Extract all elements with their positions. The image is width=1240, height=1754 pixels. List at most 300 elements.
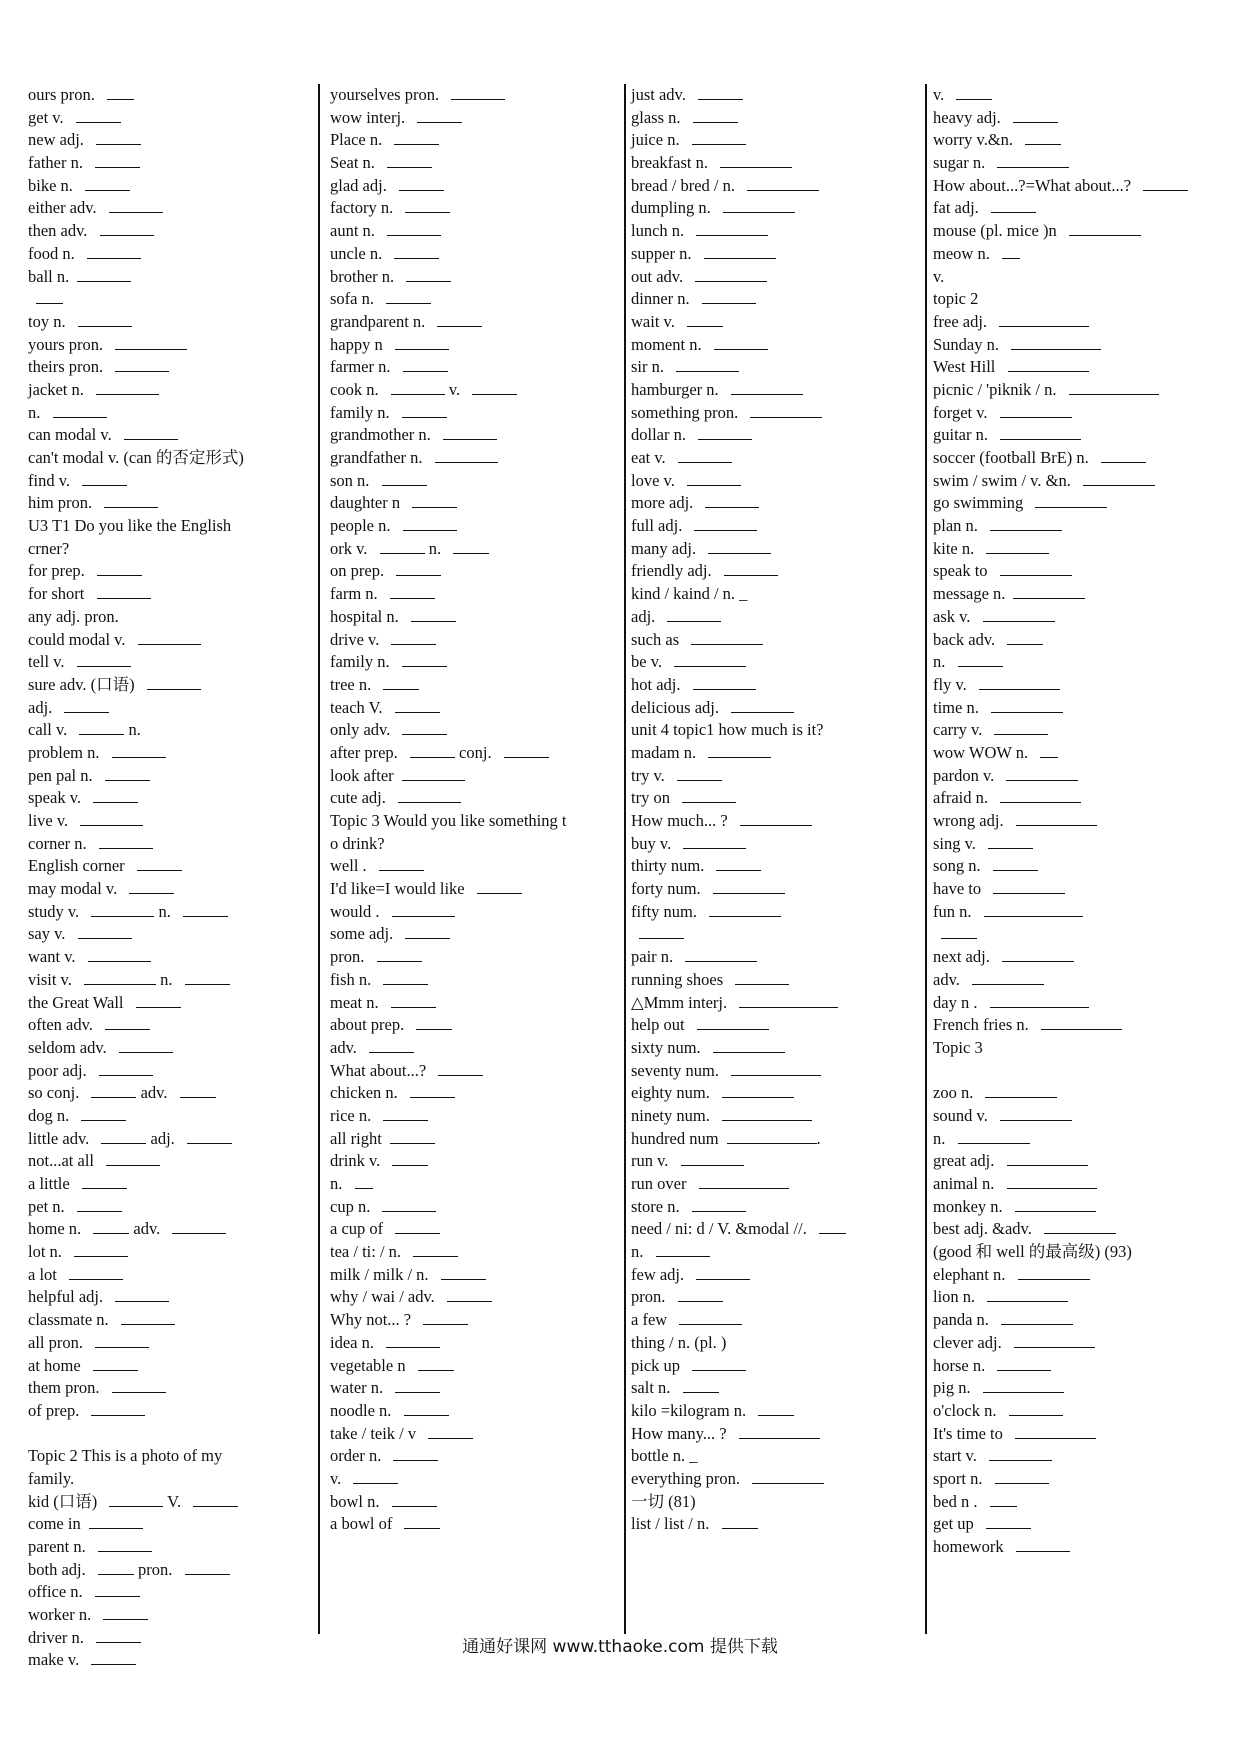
vocab-text: call v. <box>28 720 72 740</box>
column-divider <box>318 84 320 1634</box>
vocab-text: few adj. <box>631 1264 689 1284</box>
vocab-entry <box>330 1173 630 1196</box>
vocab-text: speak v. <box>28 788 86 808</box>
answer-blank <box>722 1514 758 1529</box>
answer-blank <box>504 743 549 758</box>
vocab-entry <box>933 1037 1223 1060</box>
vocab-text: pardon v. <box>933 765 999 785</box>
vocab-text: dumpling n. <box>631 198 715 218</box>
vocab-entry <box>631 1014 931 1037</box>
vocab-text: try v. <box>631 765 669 785</box>
vocab-entry <box>631 583 931 606</box>
vocab-entry <box>631 1105 931 1128</box>
answer-blank <box>386 289 431 304</box>
answer-blank <box>472 380 517 395</box>
vocab-text: wrong adj. <box>933 811 1008 830</box>
vocab-entry <box>933 969 1223 992</box>
vocab-entry <box>933 901 1223 924</box>
vocab-entry <box>933 697 1223 720</box>
answer-blank <box>404 1514 440 1529</box>
answer-blank <box>986 1514 1031 1529</box>
vocab-entry <box>631 1264 931 1287</box>
vocab-text: milk / milk / n. <box>330 1264 433 1284</box>
vocab-text: seldom adv. <box>28 1037 111 1057</box>
vocab-text: What about...? <box>330 1060 431 1080</box>
answer-blank <box>172 1219 226 1234</box>
answer-blank <box>714 335 768 350</box>
answer-blank <box>941 924 977 939</box>
vocab-entry <box>933 742 1223 765</box>
vocab-entry <box>631 1423 931 1446</box>
answer-blank <box>679 1310 742 1325</box>
vocab-text: pair n. <box>631 947 678 967</box>
vocab-entry <box>28 992 316 1015</box>
answer-blank <box>1001 1310 1073 1325</box>
vocab-text: sofa n. <box>330 289 379 309</box>
vocab-text: not...at all <box>28 1151 99 1171</box>
vocab-text: back adv. <box>933 629 1000 649</box>
answer-blank <box>693 108 738 123</box>
vocab-text: well . <box>330 856 371 876</box>
vocab-entry <box>933 492 1223 515</box>
vocab-text: heavy adj. <box>933 107 1005 127</box>
vocab-text: ours pron. <box>28 85 100 104</box>
vocab-text: . <box>816 1128 821 1148</box>
vocab-text: order n. <box>330 1446 386 1466</box>
answer-blank <box>82 471 127 486</box>
vocab-entry <box>330 129 630 152</box>
vocab-text: adj. <box>146 1128 179 1148</box>
vocab-text: panda n. <box>933 1310 994 1330</box>
vocab-entry <box>28 152 316 175</box>
vocab-text: speak to <box>933 561 992 581</box>
vocab-entry <box>933 923 1223 946</box>
vocab-text: mouse (pl. mice )n <box>933 221 1061 241</box>
vocab-text: adv. <box>330 1037 362 1057</box>
vocab-entry <box>631 1150 931 1173</box>
vocab-text: lion n. <box>933 1287 980 1307</box>
vocab-entry <box>933 629 1223 652</box>
answer-blank <box>678 1287 723 1302</box>
vocab-entry <box>28 719 316 742</box>
vocab-entry <box>631 1445 931 1468</box>
answer-blank <box>678 448 732 463</box>
answer-blank <box>100 221 154 236</box>
answer-blank <box>402 403 447 418</box>
vocab-entry <box>28 424 316 447</box>
vocab-entry <box>330 719 630 742</box>
vocab-text: water n. <box>330 1378 388 1398</box>
vocab-text: glad adj. <box>330 175 391 195</box>
vocab-entry <box>631 1218 931 1241</box>
vocab-text: Why not... ? <box>330 1310 416 1330</box>
vocab-text: crner? <box>28 538 70 558</box>
vocab-text: v. <box>933 266 945 286</box>
vocab-text: a lot <box>28 1264 61 1284</box>
vocab-entry <box>631 923 931 946</box>
vocab-entry <box>330 538 630 561</box>
vocab-entry <box>330 1400 630 1423</box>
vocab-entry <box>631 1400 931 1423</box>
answer-blank <box>410 1083 455 1098</box>
vocab-text: tea / ti: / n. <box>330 1242 406 1262</box>
vocab-text: toy n. <box>28 311 70 331</box>
vocab-entry <box>330 152 630 175</box>
vocab-entry <box>933 1445 1223 1468</box>
answer-blank <box>1007 630 1043 645</box>
answer-blank <box>115 357 169 372</box>
vocab-text: just adv. <box>631 85 690 104</box>
vocab-text: want v. <box>28 947 80 967</box>
vocab-entry <box>28 402 316 425</box>
vocab-text: father n. <box>28 153 88 173</box>
answer-blank <box>722 1106 812 1121</box>
answer-blank <box>692 130 746 145</box>
vocab-entry <box>28 447 316 470</box>
vocab-entry <box>933 424 1223 447</box>
answer-blank <box>708 743 771 758</box>
answer-blank <box>1007 1151 1088 1166</box>
vocab-text: ball n. <box>28 266 70 286</box>
vocab-text: ork v. <box>330 538 372 558</box>
vocab-text: run over <box>631 1174 691 1193</box>
vocab-text: at home <box>28 1355 85 1375</box>
vocab-text: food n. <box>28 243 79 263</box>
vocab-entry <box>933 1014 1223 1037</box>
vocab-text: him pron. <box>28 493 97 513</box>
vocab-text: many adj. <box>631 538 701 558</box>
vocab-entry <box>631 311 931 334</box>
vocab-text: such as <box>631 629 684 649</box>
vocab-text: driver n. <box>28 1627 89 1647</box>
answer-blank <box>1008 357 1089 372</box>
answer-blank <box>396 561 441 576</box>
answer-blank <box>1016 811 1097 826</box>
vocab-entry <box>28 1060 316 1083</box>
vocab-text: best adj. &adv. <box>933 1219 1036 1239</box>
answer-blank <box>402 766 465 781</box>
vocab-entry <box>631 969 931 992</box>
vocab-text: may modal v. <box>28 879 122 899</box>
vocab-text: love v. <box>631 470 679 490</box>
vocab-entry <box>631 288 931 311</box>
vocab-text: any adj. pron. <box>28 606 119 626</box>
answer-blank <box>750 403 822 418</box>
vocab-entry <box>28 1445 316 1468</box>
vocab-entry <box>631 424 931 447</box>
answer-blank <box>418 1356 454 1371</box>
vocab-text: out adv. <box>631 266 688 286</box>
vocab-entry <box>330 674 630 697</box>
vocab-entry <box>631 107 931 130</box>
answer-blank <box>739 993 838 1008</box>
vocab-entry <box>933 1355 1223 1378</box>
vocab-entry <box>933 719 1223 742</box>
answer-blank <box>716 856 761 871</box>
answer-blank <box>79 720 124 735</box>
answer-blank <box>987 1287 1068 1302</box>
vocab-entry <box>631 1037 931 1060</box>
answer-blank <box>667 607 721 622</box>
vocab-entry <box>28 787 316 810</box>
vocab-text: all right <box>330 1128 382 1148</box>
vocab-text: Sunday n. <box>933 334 1004 354</box>
vocab-entry <box>933 243 1223 266</box>
vocab-text: conj. <box>454 742 496 762</box>
vocab-entry <box>631 651 931 674</box>
vocab-text: lot n. <box>28 1242 67 1262</box>
vocab-text: wow interj. <box>330 107 410 127</box>
answer-blank <box>1040 743 1058 758</box>
answer-blank <box>97 561 142 576</box>
answer-blank <box>119 1038 173 1053</box>
answer-blank <box>713 1038 785 1053</box>
vocab-text: some adj. <box>330 924 398 944</box>
vocab-entry <box>28 470 316 493</box>
answer-blank <box>99 1061 153 1076</box>
answer-blank <box>138 630 201 645</box>
answer-blank <box>1143 176 1188 191</box>
answer-blank <box>391 630 436 645</box>
vocab-text: can't modal v. (can 的否定形式) <box>28 448 244 467</box>
vocab-text: ask v. <box>933 606 975 626</box>
vocab-entry <box>28 1241 316 1264</box>
answer-blank <box>185 1560 230 1575</box>
vocab-entry <box>28 1355 316 1378</box>
answer-blank <box>990 1492 1017 1507</box>
answer-blank <box>395 1378 440 1393</box>
vocab-entry <box>631 1468 931 1491</box>
answer-blank <box>428 1424 473 1439</box>
vocab-entry <box>28 243 316 266</box>
vocab-text: poor adj. <box>28 1060 91 1080</box>
vocab-text: fat adj. <box>933 198 983 218</box>
vocab-text: n. <box>154 901 175 921</box>
vocab-entry <box>631 447 931 470</box>
answer-blank <box>1101 448 1146 463</box>
answer-blank <box>95 1582 140 1597</box>
vocab-entry <box>330 1445 630 1468</box>
answer-blank <box>1069 380 1159 395</box>
vocab-text: go swimming <box>933 493 1028 513</box>
vocab-text: running shoes <box>631 969 728 989</box>
answer-blank <box>403 516 457 531</box>
vocab-text: helpful adj. <box>28 1287 108 1307</box>
answer-blank <box>758 1401 794 1416</box>
vocab-text: drink v. <box>330 1151 385 1171</box>
answer-blank <box>697 1015 769 1030</box>
answer-blank <box>739 1424 820 1439</box>
answer-blank <box>997 1356 1051 1371</box>
vocab-column-2 <box>330 84 630 1644</box>
vocab-entry <box>933 560 1223 583</box>
answer-blank <box>395 335 449 350</box>
answer-blank <box>819 1219 846 1234</box>
vocab-column-1 <box>28 84 316 1670</box>
vocab-entry <box>28 1196 316 1219</box>
vocab-text: store n. <box>631 1196 684 1216</box>
answer-blank <box>1035 493 1107 508</box>
vocab-text: adj. <box>28 697 57 717</box>
vocab-text: Topic 3 Would you like something t <box>330 811 567 830</box>
vocab-text: thirty num. <box>631 856 709 876</box>
vocab-entry <box>933 1060 1223 1083</box>
vocab-text: Place n. <box>330 130 387 150</box>
vocab-text: kind / kaind / n. _ <box>631 584 748 604</box>
vocab-entry <box>631 197 931 220</box>
answer-blank <box>423 1310 468 1325</box>
vocab-entry <box>330 1491 630 1514</box>
vocab-entry <box>631 356 931 379</box>
vocab-entry <box>330 334 630 357</box>
vocab-entry <box>933 1196 1223 1219</box>
vocab-text: v. <box>330 1468 346 1488</box>
answer-blank <box>447 1287 492 1302</box>
vocab-entry <box>631 742 931 765</box>
answer-blank <box>380 539 425 554</box>
vocab-entry <box>28 606 316 629</box>
answer-blank <box>405 198 450 213</box>
vocab-text: say v. <box>28 924 70 944</box>
vocab-column-3 <box>631 84 931 1644</box>
vocab-entry <box>330 1014 630 1037</box>
vocab-entry <box>933 878 1223 901</box>
vocab-text: clever adj. <box>933 1332 1006 1352</box>
vocab-entry <box>28 1264 316 1287</box>
vocab-text: run v. <box>631 1151 673 1171</box>
vocab-entry <box>330 175 630 198</box>
vocab-entry <box>631 266 931 289</box>
vocab-entry <box>631 1332 931 1355</box>
vocab-text: on prep. <box>330 561 389 581</box>
vocab-entry <box>28 175 316 198</box>
vocab-entry <box>28 560 316 583</box>
answer-blank <box>683 1378 719 1393</box>
vocab-text: after prep. <box>330 742 402 762</box>
answer-blank <box>387 153 432 168</box>
answer-blank <box>99 834 153 849</box>
answer-blank <box>386 1333 440 1348</box>
vocab-entry <box>330 379 630 402</box>
vocab-entry <box>631 1513 931 1536</box>
vocab-text: n. <box>631 1242 648 1262</box>
answer-blank <box>112 743 166 758</box>
vocab-entry <box>28 84 316 107</box>
answer-blank <box>382 1197 436 1212</box>
vocab-text: full adj. <box>631 516 687 536</box>
vocab-entry <box>631 629 931 652</box>
vocab-text: U3 T1 Do you like the English <box>28 516 232 536</box>
vocab-entry <box>631 402 931 425</box>
answer-blank <box>402 652 447 667</box>
vocab-text: n. <box>124 720 141 740</box>
answer-blank <box>1000 403 1072 418</box>
answer-blank <box>676 357 739 372</box>
vocab-text: make v. <box>28 1650 84 1670</box>
vocab-text: family n. <box>330 402 394 422</box>
answer-blank <box>1025 130 1061 145</box>
vocab-entry <box>28 1014 316 1037</box>
answer-blank <box>109 1492 163 1507</box>
vocab-text: people n. <box>330 516 395 536</box>
answer-blank <box>395 1219 440 1234</box>
vocab-text: West Hill <box>933 357 1000 377</box>
vocab-entry <box>631 152 931 175</box>
vocab-entry <box>330 1150 630 1173</box>
answer-blank <box>112 1378 166 1393</box>
vocab-entry <box>28 1173 316 1196</box>
vocab-text: tell v. <box>28 652 69 672</box>
vocab-text: next adj. <box>933 947 994 967</box>
vocab-text: salt n. <box>631 1378 675 1398</box>
answer-blank <box>390 584 435 599</box>
vocab-entry <box>933 583 1223 606</box>
vocab-entry <box>631 810 931 833</box>
answer-blank <box>81 1106 126 1121</box>
vocab-text: worker n. <box>28 1605 96 1625</box>
vocab-entry <box>933 765 1223 788</box>
answer-blank <box>990 993 1089 1008</box>
answer-blank <box>76 108 121 123</box>
answer-blank <box>443 425 497 440</box>
answer-blank <box>183 902 228 917</box>
vocab-text: then adv. <box>28 221 92 241</box>
vocab-entry <box>28 1400 316 1423</box>
vocab-entry <box>330 878 630 901</box>
vocab-text: eighty num. <box>631 1083 714 1103</box>
vocab-text: sugar n. <box>933 153 990 173</box>
vocab-entry <box>28 129 316 152</box>
answer-blank <box>986 539 1049 554</box>
vocab-text: something pron. <box>631 402 743 422</box>
answer-blank <box>387 221 441 236</box>
answer-blank <box>1016 1537 1070 1552</box>
answer-blank <box>36 289 63 304</box>
vocab-entry <box>28 1513 316 1536</box>
vocab-entry <box>28 538 316 561</box>
vocab-entry <box>330 1241 630 1264</box>
vocab-entry <box>330 1128 630 1151</box>
vocab-entry <box>28 674 316 697</box>
vocab-entry <box>631 243 931 266</box>
answer-blank <box>699 1174 789 1189</box>
vocab-entry <box>933 107 1223 130</box>
answer-blank <box>82 1174 127 1189</box>
vocab-text: so conj. <box>28 1083 84 1103</box>
vocab-entry <box>933 992 1223 1015</box>
vocab-text: hot adj. <box>631 674 685 694</box>
answer-blank <box>639 924 684 939</box>
answer-blank <box>692 1356 746 1371</box>
answer-blank <box>399 176 444 191</box>
vocab-text: v. <box>933 85 949 104</box>
vocab-entry <box>28 901 316 924</box>
answer-blank <box>93 788 138 803</box>
vocab-text: take / teik / v <box>330 1423 421 1443</box>
vocab-entry <box>933 1423 1223 1446</box>
answer-blank <box>395 698 440 713</box>
answer-blank <box>731 380 803 395</box>
vocab-text: French fries n. <box>933 1015 1033 1035</box>
vocab-entry <box>28 379 316 402</box>
answer-blank <box>95 1333 149 1348</box>
vocab-text: forget v. <box>933 402 992 422</box>
answer-blank <box>1041 1015 1122 1030</box>
answer-blank <box>403 357 448 372</box>
vocab-text: pen pal n. <box>28 765 97 785</box>
answer-blank <box>98 1537 152 1552</box>
answer-blank <box>722 1083 794 1098</box>
